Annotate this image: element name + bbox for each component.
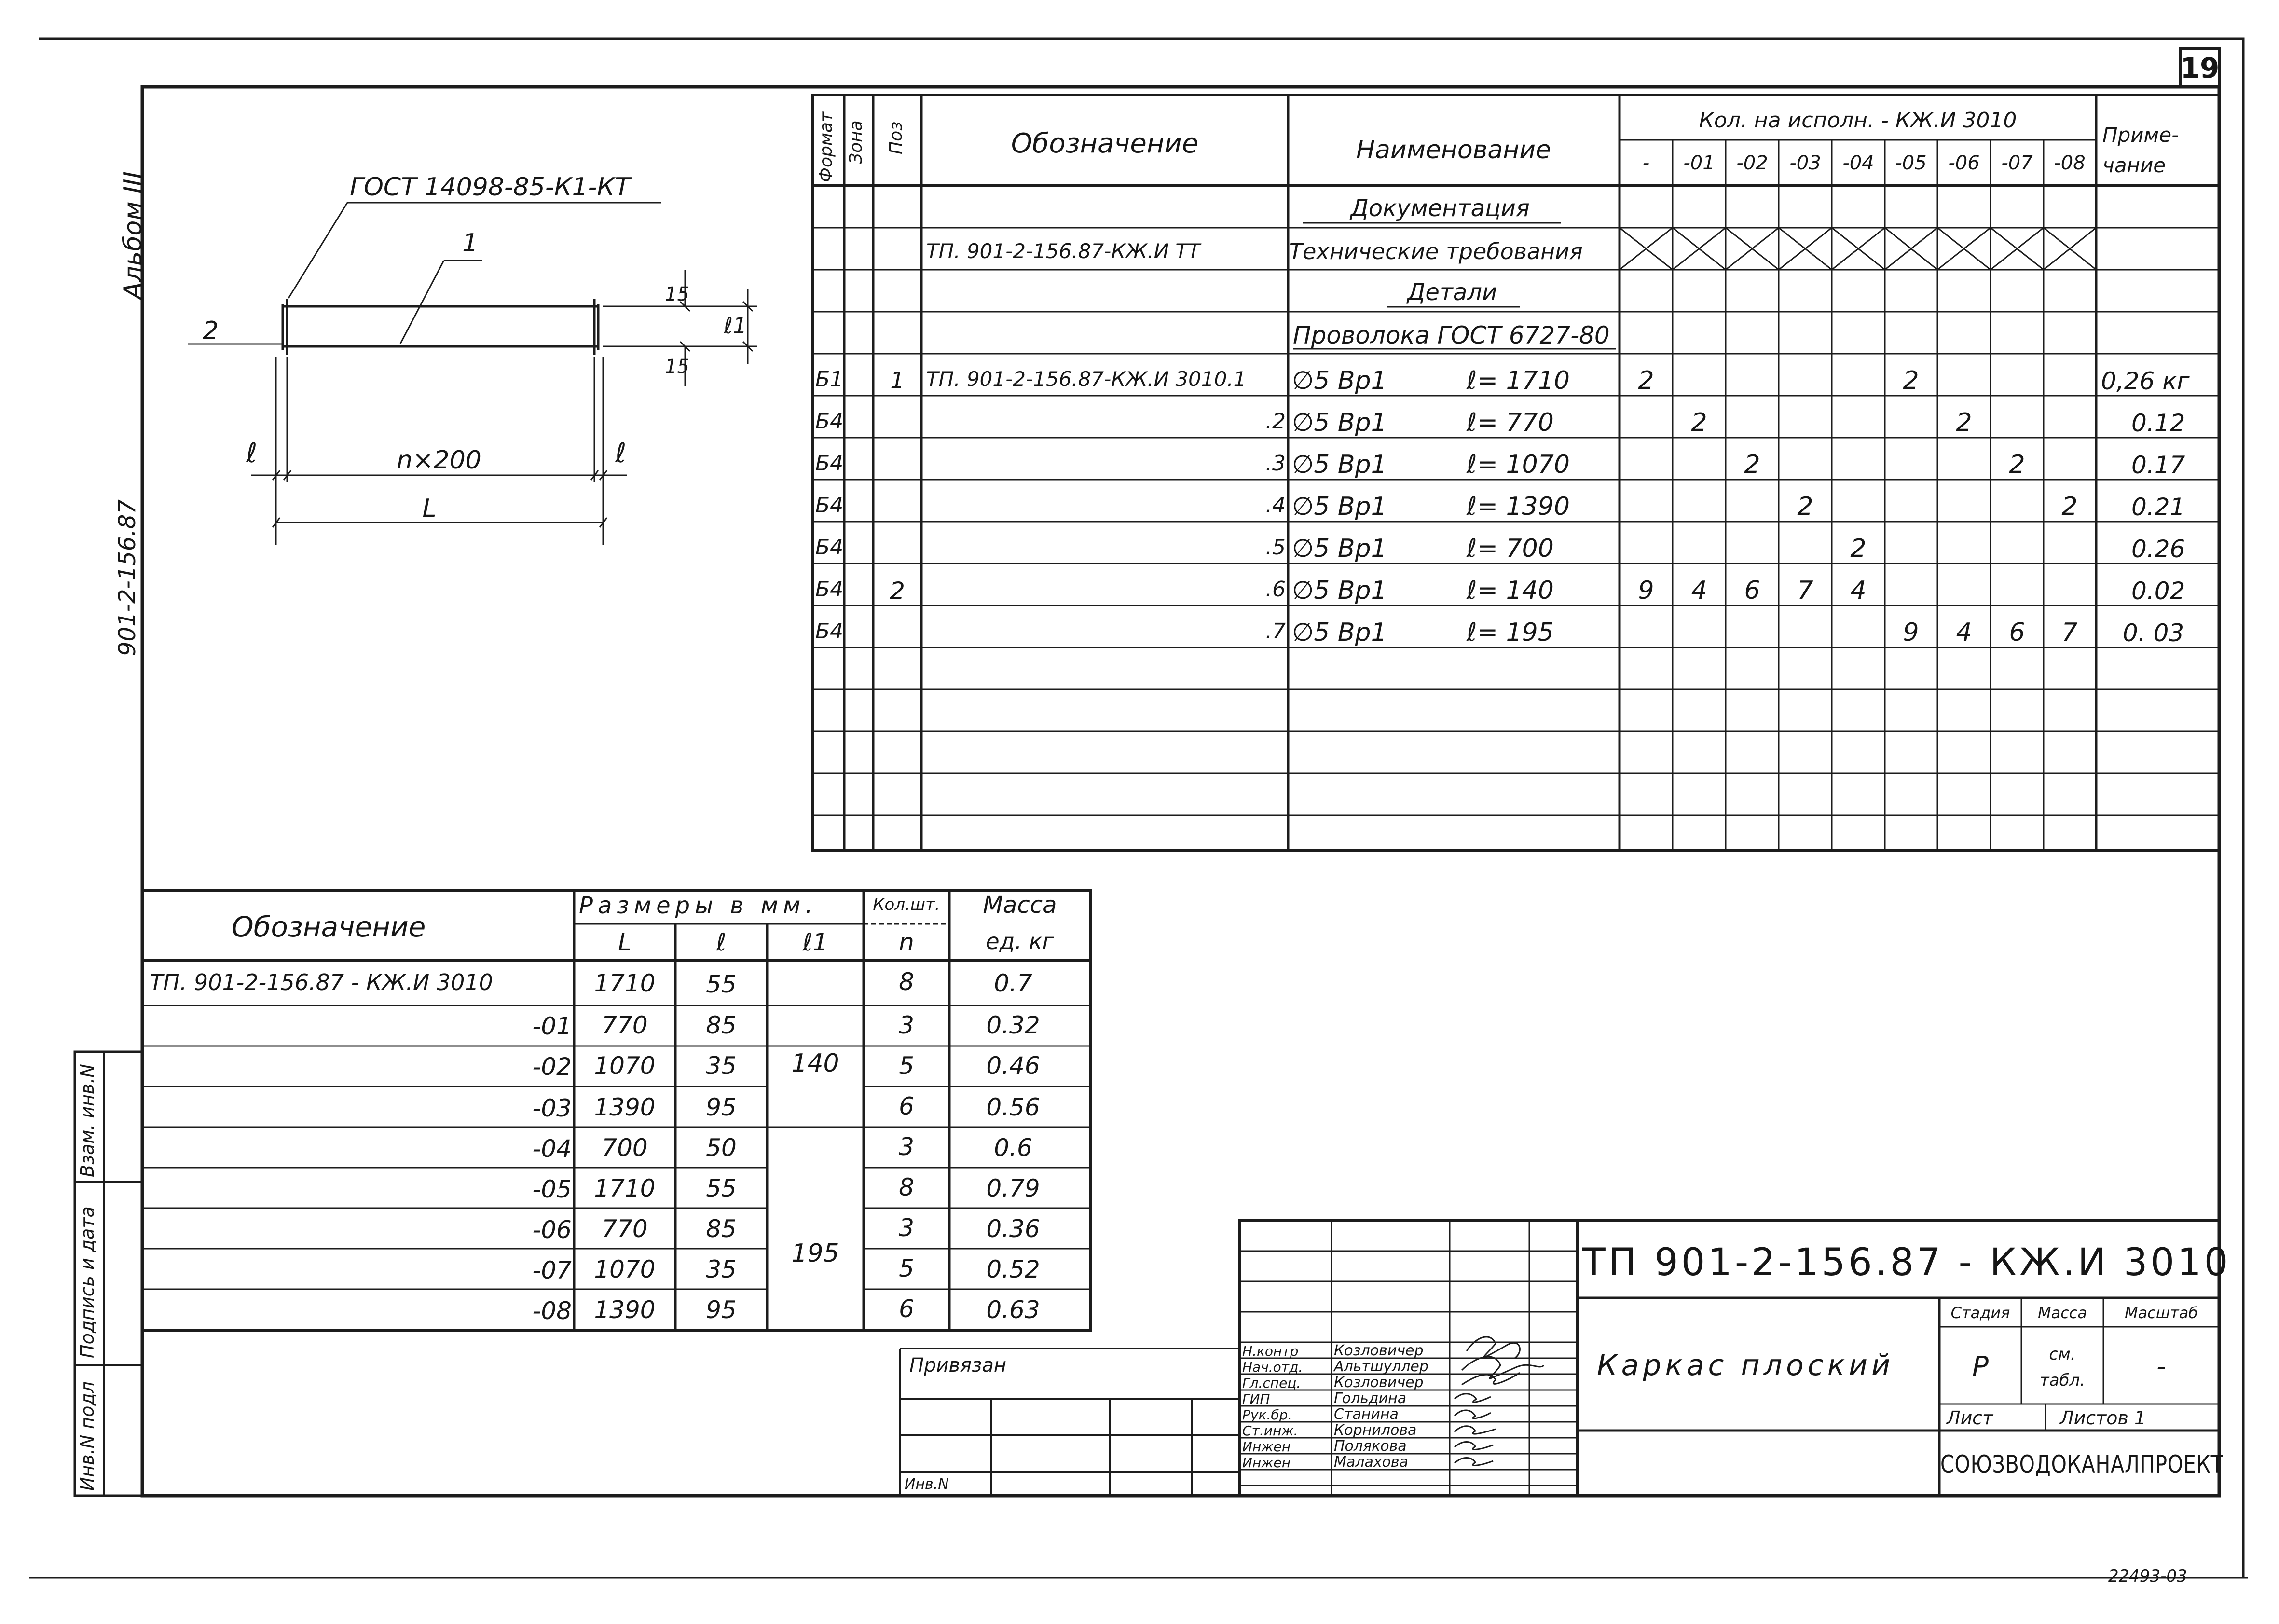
dims-header-l: ℓ [716, 928, 727, 956]
title-block-sheet: Лист [1947, 1407, 1993, 1429]
dims-L: 700 [602, 1134, 648, 1162]
person-role: Инжен [1242, 1439, 1291, 1455]
dims-l: 85 [706, 1215, 737, 1243]
person-name: Альтшуллер [1334, 1358, 1428, 1375]
spec-section-docs: Документация [1350, 195, 1530, 222]
spec-format: Б4 [815, 577, 844, 602]
dims-designation: -03 [532, 1094, 572, 1122]
spec-qty: 2 [1691, 408, 1707, 437]
dims-header-L: L [618, 928, 632, 956]
sketch-dim-l1: ℓ1 [724, 313, 747, 339]
dims-l: 55 [706, 970, 737, 998]
variant-header: -01 [1683, 152, 1715, 174]
dims-n: 8 [899, 968, 914, 996]
spec-qty: 6 [1744, 576, 1760, 605]
title-block-scale: - [2156, 1351, 2167, 1382]
title-block-mass-header: Масса [2037, 1304, 2087, 1322]
spec-header-zone: Зона [846, 120, 866, 164]
sketch-dim-l-left: ℓ [246, 438, 258, 469]
dims-l: 95 [706, 1296, 737, 1324]
dims-designation: -01 [532, 1012, 572, 1040]
dims-mass: 0.6 [994, 1134, 1032, 1162]
spec-designation: .6 [1265, 577, 1286, 602]
spec-pos: 1 [890, 367, 905, 393]
sketch-dim-nx200: n×200 [397, 446, 481, 475]
variant-header: -04 [1842, 152, 1874, 174]
dims-l: 85 [706, 1011, 737, 1039]
title-block-code: ТП 901-2-156.87 - КЖ.И 3010 [1582, 1241, 2231, 1284]
spec-header-note: Приме- чание [2102, 123, 2179, 177]
spec-header-pos: Поз [886, 121, 906, 154]
dims-n: 3 [899, 1214, 914, 1242]
person-role: Гл.спец. [1242, 1375, 1301, 1391]
title-block-sheets: Листов 1 [2060, 1407, 2146, 1429]
dims-header-sizes: Размеры в мм. [579, 892, 818, 919]
variant-header: - [1642, 152, 1650, 174]
dims-n: 6 [899, 1295, 914, 1323]
spec-dia: ∅5 Вр1 [1292, 492, 1387, 521]
title-block-org: СОЮЗВОДОКАНАЛПРОЕКТ [1940, 1450, 2224, 1478]
dims-n: 5 [899, 1254, 914, 1282]
spec-designation: .7 [1265, 619, 1286, 644]
person-role: Ст.инж. [1242, 1423, 1298, 1439]
dims-mass: 0.36 [986, 1215, 1040, 1243]
dims-L: 1390 [594, 1093, 656, 1121]
spec-header-name: Наименование [1356, 136, 1551, 165]
spec-doc-designation: ТП. 901-2-156.87-КЖ.И ТТ [926, 239, 1200, 263]
spec-dia: ∅5 Вр1 [1292, 408, 1387, 437]
title-block-mass: см. табл. [2039, 1345, 2086, 1390]
binding-privyazan: Привязан [909, 1354, 1007, 1376]
sketch-dim-L: L [422, 494, 437, 523]
spec-note: 0. 03 [2123, 619, 2184, 647]
sheet-number: 19 [2180, 52, 2220, 84]
sketch-dim-15-bottom: 15 [665, 356, 689, 378]
spec-qty: 2 [2009, 450, 2025, 479]
spec-note: 0,26 кг [2101, 367, 2190, 395]
spec-qty: 4 [1956, 618, 1972, 647]
spec-length: ℓ= 1070 [1467, 450, 1570, 479]
dims-header-designation: Обозначение [232, 910, 426, 943]
dims-designation: -08 [532, 1297, 572, 1325]
spec-note: 0.26 [2131, 535, 2185, 563]
dims-n: 6 [899, 1092, 914, 1120]
person-role: Нач.отд. [1242, 1359, 1303, 1375]
sketch-gost-ref: ГОСТ 14098-85-К1-КТ [350, 173, 631, 202]
dims-header-mass-unit: ед. кг [986, 928, 1054, 954]
dims-mass: 0.52 [986, 1255, 1040, 1283]
spec-header-format: Формат [816, 111, 836, 182]
sketch-dim-15-top: 15 [665, 283, 689, 305]
stamp-signature-date: Подпись и дата [77, 1206, 98, 1358]
spec-qty: 2 [1744, 450, 1760, 479]
spec-dia: ∅5 Вр1 [1292, 534, 1387, 563]
dims-n: 8 [899, 1173, 914, 1201]
binding-inv: Инв.N [905, 1476, 949, 1493]
spec-length: ℓ= 1710 [1467, 366, 1570, 395]
spec-qty: 4 [1850, 576, 1867, 605]
spec-format: Б4 [815, 535, 844, 560]
dims-l: 55 [706, 1174, 737, 1202]
person-role: Н.контр [1242, 1343, 1299, 1359]
stamp-vzam-inv: Взам. инв.N [77, 1064, 98, 1177]
dims-designation: ТП. 901-2-156.87 - КЖ.И 3010 [150, 969, 493, 995]
spec-header-qty-group: Кол. на исполн. - КЖ.И 3010 [1699, 108, 2017, 133]
sketch-dim-l-right: ℓ [615, 438, 627, 469]
spec-designation: .2 [1265, 409, 1286, 434]
dims-mass: 0.63 [986, 1296, 1040, 1324]
variant-header: -08 [2054, 152, 2086, 174]
dims-mass: 0.7 [994, 969, 1032, 997]
dims-designation: -02 [532, 1053, 572, 1081]
album-label: Альбом III [119, 171, 148, 299]
spec-dia: ∅5 Вр1 [1292, 366, 1387, 395]
spec-designation: .3 [1265, 451, 1286, 476]
dims-L: 1070 [594, 1052, 656, 1080]
dims-designation: -06 [532, 1216, 572, 1244]
dims-l: 95 [706, 1093, 737, 1121]
title-block-title: Каркас плоский [1597, 1349, 1895, 1382]
title-block-scale-header: Масштаб [2124, 1304, 2198, 1322]
person-role: ГИП [1242, 1391, 1270, 1407]
spec-header-designation: Обозначение [1011, 128, 1199, 159]
spec-pos: 2 [890, 577, 905, 605]
spec-format: Б1 [815, 367, 844, 392]
spec-length: ℓ= 195 [1467, 618, 1554, 647]
spec-qty: 7 [1797, 576, 1813, 605]
side-project-code: 901-2-156.87 [114, 499, 141, 656]
dims-L: 770 [602, 1215, 648, 1243]
dims-L: 1710 [594, 1174, 656, 1202]
spec-note: 0.17 [2131, 451, 2185, 479]
dims-header-mass: Масса [983, 892, 1057, 919]
spec-format: Б4 [815, 409, 844, 434]
spec-designation: ТП. 901-2-156.87-КЖ.И 3010.1 [926, 367, 1247, 391]
title-block-stage: Р [1972, 1351, 1989, 1382]
variant-header: -03 [1789, 152, 1821, 174]
spec-note: 0.21 [2131, 493, 2185, 521]
stamp-inv-podl: Инв.N подл [77, 1381, 98, 1491]
spec-section-parts: Детали [1407, 279, 1497, 306]
spec-length: ℓ= 770 [1467, 408, 1554, 437]
spec-format: Б4 [815, 619, 844, 644]
spec-length: ℓ= 1390 [1467, 492, 1570, 521]
title-block-stage-header: Стадия [1950, 1304, 2010, 1322]
spec-format: Б4 [815, 451, 844, 476]
sketch-pos-2: 2 [203, 317, 219, 345]
spec-dia: ∅5 Вр1 [1292, 618, 1387, 647]
dims-header-n: n [899, 928, 914, 956]
person-name: Козловичер [1334, 1374, 1424, 1391]
spec-qty: 2 [2061, 492, 2078, 521]
spec-qty: 9 [1903, 618, 1919, 647]
person-name: Малахова [1334, 1454, 1408, 1471]
bottom-archive-number: 22493-03 [2108, 1567, 2187, 1586]
spec-qty: 6 [2009, 618, 2025, 647]
spec-qty: 2 [1956, 408, 1972, 437]
dims-l: 35 [706, 1255, 737, 1283]
dims-l: 35 [706, 1052, 737, 1080]
variant-header: -06 [1948, 152, 1980, 174]
spec-doc-name: Технические требования [1289, 238, 1583, 264]
person-name: Станина [1334, 1406, 1399, 1423]
spec-dia: ∅5 Вр1 [1292, 576, 1387, 605]
dims-mass: 0.79 [986, 1174, 1040, 1202]
dims-L: 770 [602, 1011, 648, 1039]
spec-length: ℓ= 700 [1467, 534, 1554, 563]
variant-header: -07 [2001, 152, 2033, 174]
dims-mass: 0.32 [986, 1011, 1040, 1039]
dims-l1-group-a: 140 [791, 1049, 839, 1078]
sketch-pos-1: 1 [462, 229, 479, 258]
person-name: Козловичер [1334, 1342, 1424, 1359]
variant-header: -02 [1736, 152, 1768, 174]
spec-qty: 2 [1638, 366, 1654, 395]
spec-length: ℓ= 140 [1467, 576, 1554, 605]
dims-designation: -07 [532, 1256, 572, 1284]
person-name: Полякова [1334, 1438, 1407, 1455]
dims-n: 3 [899, 1011, 914, 1039]
person-role: Рук.бр. [1242, 1407, 1292, 1423]
person-role: Инжен [1242, 1455, 1291, 1471]
variant-header: -05 [1895, 152, 1927, 174]
dims-L: 1710 [594, 969, 656, 997]
dims-header-l1: ℓ1 [802, 928, 828, 956]
spec-material: Проволока ГОСТ 6727-80 [1293, 321, 1610, 349]
dims-l: 50 [706, 1134, 737, 1162]
spec-designation: .4 [1265, 493, 1286, 518]
spec-format: Б4 [815, 493, 844, 518]
spec-qty: 2 [1903, 366, 1919, 395]
dims-l1-group-b: 195 [791, 1239, 839, 1268]
spec-designation: .5 [1265, 535, 1286, 560]
person-name: Гольдина [1334, 1390, 1407, 1407]
dims-L: 1070 [594, 1255, 656, 1283]
spec-qty: 7 [2061, 618, 2078, 647]
spec-note: 0.02 [2131, 577, 2185, 605]
spec-qty: 9 [1638, 576, 1654, 605]
spec-note: 0.12 [2131, 409, 2185, 437]
dims-mass: 0.46 [986, 1052, 1040, 1080]
person-name: Корнилова [1334, 1422, 1417, 1439]
dims-designation: -04 [532, 1135, 572, 1163]
dims-mass: 0.56 [986, 1093, 1040, 1121]
dims-designation: -05 [532, 1175, 572, 1203]
spec-qty: 2 [1797, 492, 1813, 521]
dims-L: 1390 [594, 1296, 656, 1324]
dims-header-qty: Кол.шт. [873, 895, 940, 914]
dims-n: 3 [899, 1133, 914, 1161]
dims-n: 5 [899, 1052, 914, 1080]
spec-dia: ∅5 Вр1 [1292, 450, 1387, 479]
spec-qty: 4 [1691, 576, 1707, 605]
spec-qty: 2 [1850, 534, 1867, 563]
